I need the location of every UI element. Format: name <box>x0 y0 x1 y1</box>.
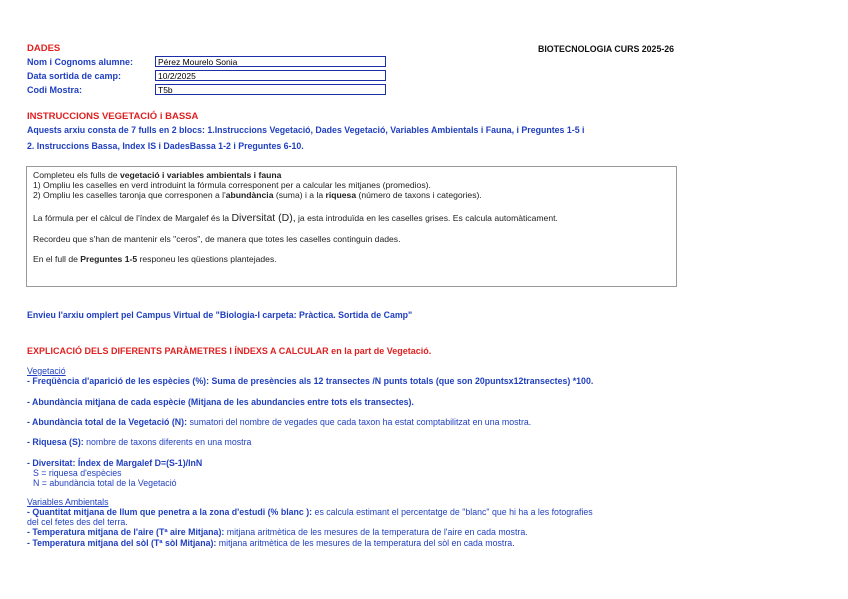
box-line-2: 1) Ompliu les caselles en verd introduint la fórmula corresponent per a calcular les mitjanes (promedios). <box>33 180 431 190</box>
light-line-cont: del cel fetes des del terra. <box>27 517 128 527</box>
instructions-line-2: 2. Instruccions Bassa, Index IS i DadesBassa 1-2 i Preguntes 6-10. <box>27 141 304 151</box>
diversity-line: - Diversitat: Índex de Margalef D=(S-1)/lnN <box>27 458 203 468</box>
sample-code-field[interactable]: T5b <box>155 84 386 95</box>
sample-code-label: Codi Mostra: <box>27 85 82 95</box>
student-name-label: Nom i Cognoms alumne: <box>27 57 134 67</box>
diversity-n-line: N = abundància total de la Vegetació <box>33 478 177 488</box>
total-abundance-line: - Abundància total de la Vegetació (N): sumatori del nombre de vegades que cada taxon ha estat comptabilitzat en una mostra. <box>27 417 532 427</box>
frequency-line: - Freqüència d'aparició de les espècies (%): Suma de presències als 12 transectes /N punts totals (que son 20puntsx12transectes) *100. <box>27 376 594 386</box>
box-line-3: 2) Ompliu les caselles taronja que corresponen a l'abundància (suma) i a la riquesa (número de taxons i categories). <box>33 190 482 200</box>
instructions-line-1: Aquests arxiu consta de 7 fulls en 2 blocs: 1.Instruccions Vegetació, Dades Vegetació, Variables Ambientals i Fauna, i Preguntes 1-5 i <box>27 125 585 135</box>
richness-line: - Riquesa (S): nombre de taxons diferents en una mostra <box>27 437 252 447</box>
section-title-dades: DADES <box>27 43 61 54</box>
explanation-title: EXPLICACIÓ DELS DIFERENTS PARÀMETRES I ÍNDEXS A CALCULAR en la part de Vegetació. <box>27 346 432 356</box>
box-line-4: La fórmula per el càlcul de l'índex de Margalef és la Diversitat (D), ja esta introduïda en les caselles grises. Es calcula automàticament. <box>33 212 558 224</box>
student-name-field[interactable]: Pérez Mourelo Sonia <box>155 56 386 67</box>
soil-temp-line: - Temperatura mitjana del sòl (Tª sòl Mitjana): mitjana aritmètica de les mesures de la temperatura del sòl en cada mostra. <box>27 538 515 548</box>
environmental-heading: Variables Ambientals <box>27 497 109 507</box>
instructions-title: INSTRUCCIONS VEGETACIÓ i BASSA <box>27 111 199 122</box>
box-line-1: Completeu els fulls de vegetació i variables ambientals i fauna <box>33 170 282 180</box>
diversity-s-line: S = riquesa d'espècies <box>33 468 122 478</box>
mean-abundance-line: - Abundància mitjana de cada espècie (Mitjana de les abundancies entre tots els transectes). <box>27 397 414 407</box>
course-title: BIOTECNOLOGIA CURS 2025-26 <box>538 44 675 54</box>
box-line-5: Recordeu que s'han de mantenir els "ceros", de manera que totes les caselles continguin dades. <box>33 234 401 244</box>
vegetation-heading: Vegetació <box>27 366 66 376</box>
box-line-6: En el full de Preguntes 1-5 responeu les qüestions plantejades. <box>33 254 277 264</box>
field-date-field[interactable]: 10/2/2025 <box>155 70 386 81</box>
light-line: - Quantitat mitjana de llum que penetra a la zona d'estudi (% blanc ): es calcula estimant el percentatge de "blanc" que hi ha a les fotografies <box>27 507 593 517</box>
send-note: Envieu l'arxiu omplert pel Campus Virtual de "Biologia-I carpeta: Pràctica. Sortida de Camp" <box>27 310 413 320</box>
field-date-label: Data sortida de camp: <box>27 71 122 81</box>
air-temp-line: - Temperatura mitjana de l'aire (Tª aire Mitjana): mitjana aritmètica de les mesures de la temperatura de l'aire en cada mostra. <box>27 527 528 537</box>
